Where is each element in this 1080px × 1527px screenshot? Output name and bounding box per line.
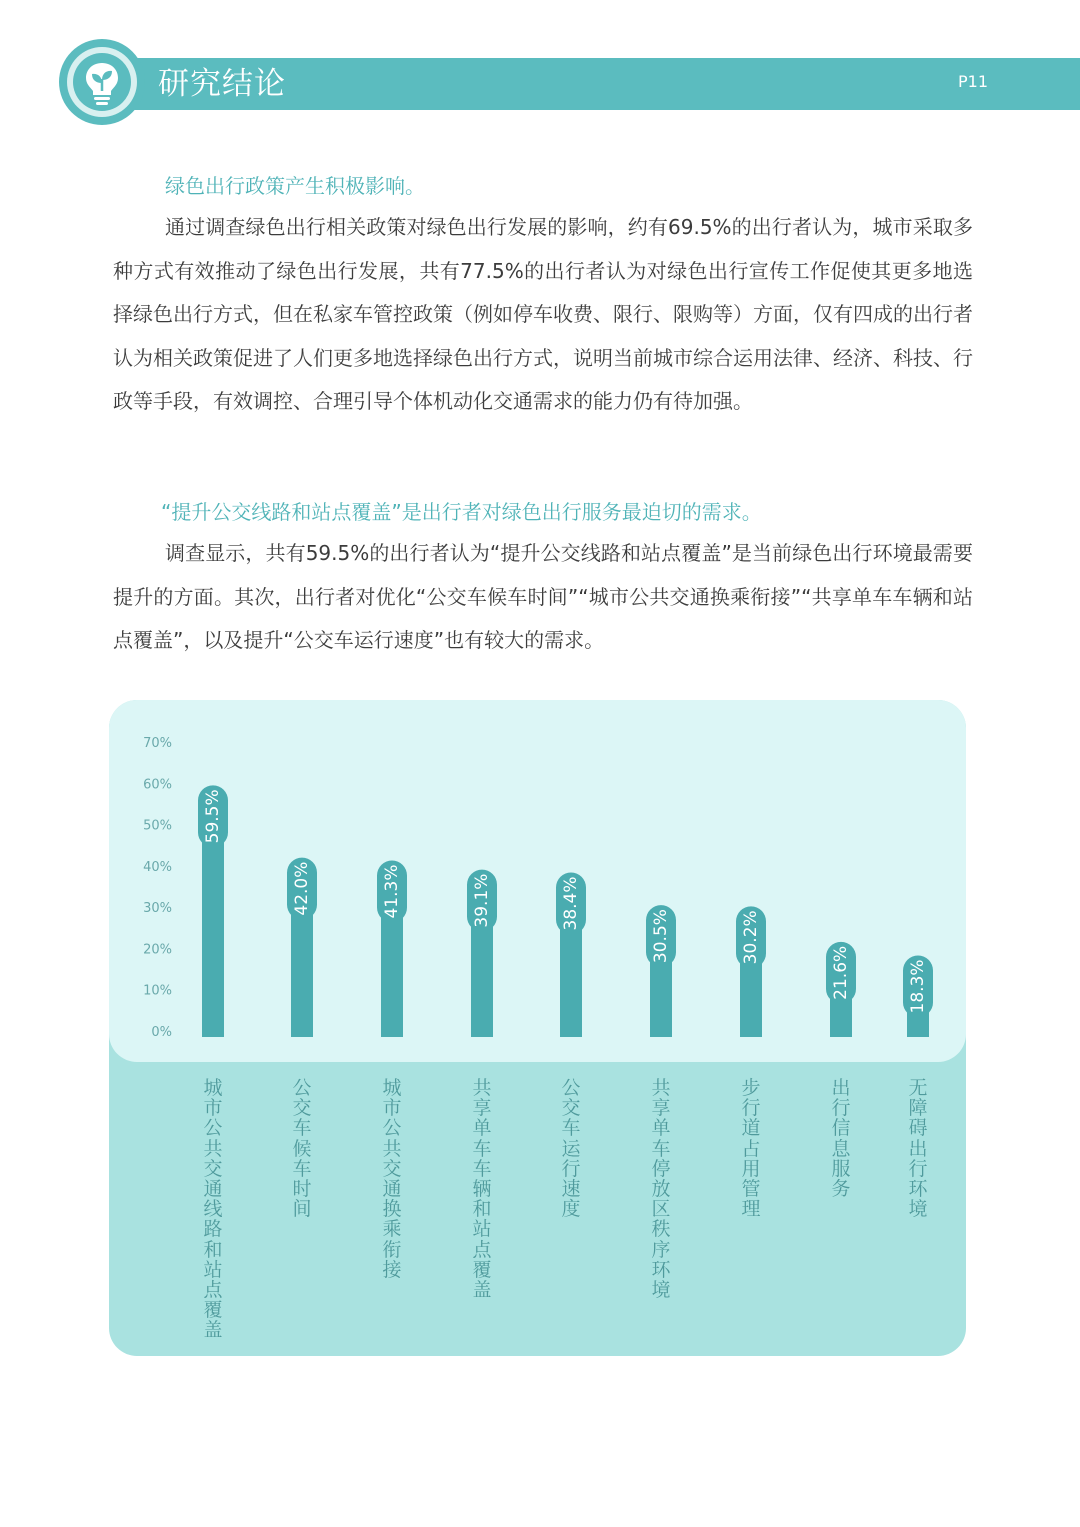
y-tick-label: 30% (143, 901, 172, 917)
x-category-label: 公交车候车时间 (292, 1077, 312, 1221)
x-category-label: 无障碍出行环境 (908, 1077, 928, 1221)
y-tick-label: 20% (143, 942, 172, 958)
section-body-demand: 调查显示，共有59.5%的出行者认为“提升公交线路和站点覆盖”是当前绿色出行环境最需要提升的方面。其次，出行者对优化“公交车候车时间”“城市公共交通换乘衔接”“共享单车车辆和站点覆盖”，以及提升“公交车运行速度”也有较大的需求。 (113, 541, 973, 653)
section-heading-demand: “提升公交线路和站点覆盖”是出行者对绿色出行服务最迫切的需求。 (161, 500, 762, 524)
bar-value-label: 59.5% (203, 789, 223, 844)
bar (198, 785, 228, 1037)
x-category-label: 公交车运行速度 (561, 1077, 581, 1221)
x-category-label: 共享单车停放区秩序环境 (651, 1077, 671, 1302)
bar-value-label: 38.4% (561, 876, 581, 931)
bar (826, 942, 856, 1037)
page-title: 研究结论 (158, 66, 286, 102)
y-tick-label: 70% (143, 736, 172, 751)
bar-value-label: 30.2% (741, 910, 761, 965)
page-number: P11 (957, 72, 988, 91)
bar (903, 955, 933, 1037)
bar (467, 870, 497, 1037)
y-tick-label: 0% (151, 1025, 172, 1040)
bar (556, 872, 586, 1037)
y-tick-label: 60% (143, 777, 172, 793)
bar (377, 860, 407, 1037)
bar-value-label: 21.6% (831, 945, 851, 1000)
bar (646, 905, 676, 1037)
bar-value-label: 18.3% (908, 959, 928, 1014)
x-category-label: 出行信息服务 (831, 1077, 851, 1201)
bar (287, 858, 317, 1037)
bar-value-label: 30.5% (651, 909, 671, 964)
section-heading-policy: 绿色出行政策产生积极影响。 (165, 174, 425, 198)
bar-value-label: 39.1% (472, 873, 492, 928)
bar (736, 906, 766, 1037)
section-body-policy: 通过调查绿色出行相关政策对绿色出行发展的影响，约有69.5%的出行者认为，城市采取多种方式有效推动了绿色出行发展，共有77.5%的出行者认为对绿色出行宣传工作促使其更多地选择绿色出行方式，但在私家车管控政策（例如停车收费、限行、限购等）方面，仅有四成的出行者认为相关政策促进了人们更多地选择绿色出行方式，说明当前城市综合运用法律、经济、科技、行政等手段，有效调控、合理引导个体机动化交通需求的能力仍有待加强。 (113, 215, 973, 414)
y-tick-label: 50% (143, 818, 172, 834)
y-tick-label: 40% (143, 859, 172, 875)
bar-value-label: 42.0% (292, 861, 312, 916)
bar-value-label: 41.3% (382, 864, 402, 919)
x-category-label: 步行道占用管理 (741, 1077, 761, 1221)
x-category-label: 共享单车车辆和站点覆盖 (472, 1077, 492, 1302)
x-category-label: 城市公共交通换乘衔接 (382, 1077, 402, 1281)
x-category-label: 城市公共交通线路和站点覆盖 (203, 1077, 223, 1342)
y-tick-label: 10% (143, 983, 172, 999)
